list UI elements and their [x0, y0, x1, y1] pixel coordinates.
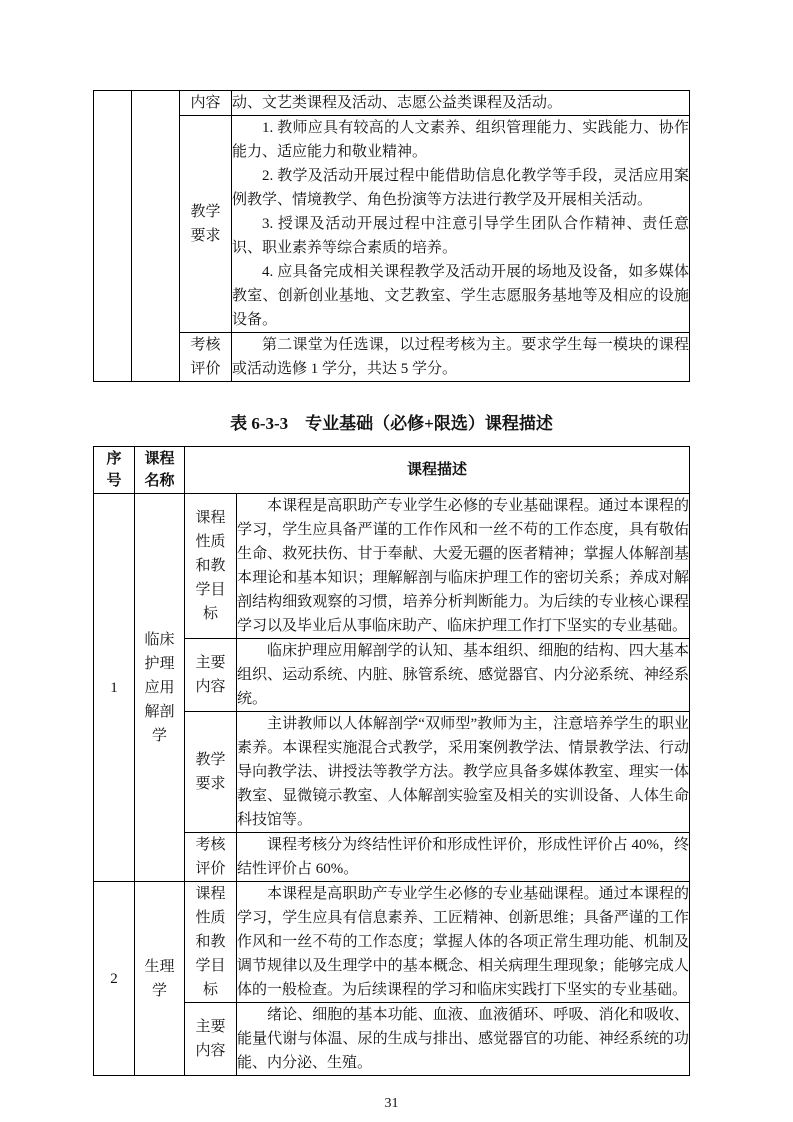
row-content — [232, 333, 690, 382]
section-content — [237, 882, 690, 1003]
paragraph: 本课程是高职助产专业学生必修的专业基础课程。通过本课程的学习，学生应具备严谨的工作作风和一丝不苟的工作态度，具有敬佑生命、救死扶伤、甘于奉献、大爱无疆的医者精神；掌握人体解剖基本理论和基本知识；理解解剖与临床护理工作的密切关系；养成对解剖结构细致观察的习惯，培养分析判断能力。为后续的专业核心课程学习以及毕业后从事临床助产、临床护理工作打下坚实的专业基础。 — [237, 498, 689, 634]
empty-cell — [94, 91, 132, 382]
section-label-text: 课程性质和教学目标 — [195, 886, 226, 998]
table-row — [94, 91, 690, 116]
row-content — [232, 91, 690, 116]
row-label-content — [180, 91, 232, 116]
paragraph: 主讲教师以人体解剖学“双师型”教师为主，注意培养学生的职业素养。本课程实施混合式教学，采用案例教学法、情景教学法、行动导向教学法、讲授法等教学方法。教学应具备多媒体教室、理实一体教室、显微镜示教室、人体解剖实验室及相关的实训设备、人体生命科技馆等。 — [237, 716, 689, 828]
course-name — [135, 882, 185, 1076]
course-number: 1 — [94, 494, 135, 882]
course-name — [135, 494, 185, 882]
paragraph: 4. 应具备完成相关课程教学及活动开展的场地及设备，如多媒体教室、创新创业基地、文艺教室、学生志愿服务基地等及相应的设施设备。 — [232, 264, 689, 328]
header-课程描述: 课程描述 — [185, 447, 690, 494]
section-label — [185, 712, 237, 833]
table-row — [94, 333, 690, 382]
section-label — [185, 639, 237, 712]
row-label-teaching-req — [180, 116, 232, 333]
empty-cell — [132, 91, 180, 382]
row-label-text: 考核评价 — [190, 337, 221, 377]
section-content — [237, 712, 690, 833]
section-content — [237, 494, 690, 639]
paragraph: 1. 教师应具有较高的人文素养、组织管理能力、实践能力、协作能力、适应能力和敬业精神。 — [232, 120, 689, 160]
paragraph: 动、文艺类课程及活动、志愿公益类课程及活动。 — [232, 95, 563, 111]
section-content — [237, 833, 690, 882]
paragraph: 第二课堂为任选课，以过程考核为主。要求学生每一模块的课程或活动选修 1 学分，共达 5 学分。 — [232, 337, 689, 377]
header-text: 课程名称 — [144, 451, 175, 489]
course-number: 2 — [94, 882, 135, 1076]
section-label-text: 主要内容 — [195, 1019, 226, 1059]
section-label — [185, 833, 237, 882]
paragraph: 3. 授课及活动开展过程中注意引导学生团队合作精神、责任意识、职业素养等综合素质的培养。 — [232, 216, 689, 256]
section-label — [185, 1003, 237, 1076]
row-label-text: 教学要求 — [190, 204, 221, 244]
paragraph: 临床护理应用解剖学的认知、基本组织、细胞的结构、四大基本组织、运动系统、内脏、脉管系统、感觉器官、内分泌系统、神经系统。 — [237, 643, 689, 707]
course-name-text: 临床护理应用解剖学 — [144, 631, 175, 744]
table-caption: 表 6-3-3 专业基础（必修+限选）课程描述 — [230, 414, 553, 433]
section-label-text: 主要内容 — [195, 655, 226, 695]
paragraph: 课程考核分为终结性评价和形成性评价，形成性评价占 40%，终结性评价占 60%。 — [237, 837, 689, 877]
section-label — [185, 882, 237, 1003]
header-text: 序号 — [106, 451, 122, 489]
row-content — [232, 116, 690, 333]
table-row — [94, 882, 690, 1003]
course-description-table — [93, 446, 690, 1076]
page-content — [93, 90, 690, 1113]
table-row — [94, 494, 690, 639]
section-content — [237, 639, 690, 712]
header-课程名称 — [135, 447, 185, 494]
header-row — [94, 447, 690, 494]
section-label — [185, 494, 237, 639]
course-name-text: 生理学 — [144, 958, 175, 999]
section-label-text: 考核评价 — [195, 837, 226, 877]
section-label-text: 课程性质和教学目标 — [195, 510, 226, 622]
table-row — [94, 116, 690, 333]
paragraph: 绪论、细胞的基本功能、血液、血液循环、呼吸、消化和吸收、能量代谢与体温、尿的生成与排出、感觉器官的功能、神经系统的功能、内分泌、生殖。 — [237, 1007, 689, 1071]
row-label-assessment — [180, 333, 232, 382]
section-content — [237, 1003, 690, 1076]
paragraph: 2. 教学及活动开展过程中能借助信息化教学等手段，灵活应用案例教学、情境教学、角色扮演等方法进行教学及开展相关活动。 — [232, 168, 689, 208]
page-number: 31 — [384, 1096, 399, 1111]
continued-course-table — [93, 90, 690, 382]
paragraph: 本课程是高职助产专业学生必修的专业基础课程。通过本课程的学习，学生应具有信息素养、工匠精神、创新思维；具备严谨的工作作风和一丝不苟的工作态度；掌握人体的各项正常生理功能、机制及调节规律以及生理学中的基本概念、相关病理生理现象；能够完成人体的一般检查。为后续课程的学习和临床实践打下坚实的专业基础。 — [237, 886, 689, 998]
row-label-text: 内容 — [190, 95, 221, 111]
header-序号 — [94, 447, 135, 494]
section-label-text: 教学要求 — [195, 752, 226, 792]
